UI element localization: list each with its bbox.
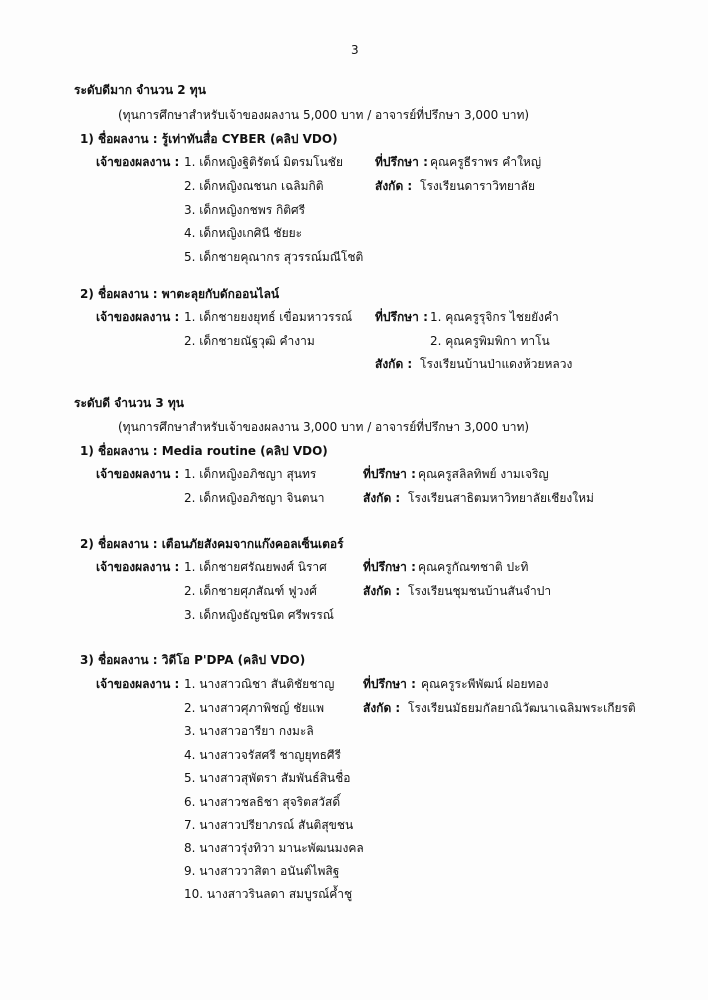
member-name: 5. เด็กชายคุณากร สุวรรณ์มณีโชติ [184,250,364,264]
advisor-name: 1. คุณครูรุจิกร ไชยยังคำ [430,310,559,324]
advisor-label: ที่ปรึกษา : [375,310,428,324]
section-heading-very-good: ระดับดีมาก จำนวน 2 ทุน [74,83,206,97]
work-title: 2) ชื่อผลงาน : เตือนภัยสังคมจากแก๊งคอลเซ็นเตอร์ [80,537,344,551]
work-title: 3) ชื่อผลงาน : วิดีโอ P'DPA (คลิป VDO) [80,653,306,667]
school-label: สังกัด : [363,584,401,598]
advisor-name: คุณครูระพีพัฒน์ ฝอยทอง [421,677,549,691]
work-title: 1) ชื่อผลงาน : Media routine (คลิป VDO) [80,444,328,458]
school-label: สังกัด : [363,701,401,715]
work-title: 1) ชื่อผลงาน : รู้เท่าทันสื่อ CYBER (คลิป VDO) [80,132,338,146]
section-heading-good: ระดับดี จำนวน 3 ทุน [74,396,185,410]
member-name: 1. เด็กหญิงอภิชญา สุนทร [184,467,317,481]
member-name: 9. นางสาววาสิตา อนันต์ไพสิฐ [184,864,340,878]
member-name: 7. นางสาวปรียาภรณ์ สันติสุขชน [184,818,354,832]
school-label: สังกัด : [363,491,401,505]
advisor-label: ที่ปรึกษา : [363,467,416,481]
school-name: โรงเรียนมัธยมกัลยาณิวัฒนาเฉลิมพระเกียรติ [408,701,636,715]
member-name: 8. นางสาวรุ่งทิวา มานะพัฒนมงคล [184,841,364,855]
member-name: 3. เด็กหญิงกชพร กิติศรี [184,203,306,217]
owner-label: เจ้าของผลงาน : [96,560,180,574]
school-name: โรงเรียนดาราวิทยาลัย [420,179,536,193]
advisor-name: คุณครูสลิลทิพย์ งามเจริญ [418,467,549,481]
advisor-name: คุณครูธีราพร คำใหญ่ [430,155,542,169]
school-label: สังกัด : [375,357,413,371]
scholarship-note: (ทุนการศึกษาสำหรับเจ้าของผลงาน 5,000 บาท / อาจารย์ที่ปรึกษา 3,000 บาท) [118,108,530,122]
member-name: 3. เด็กหญิงธัญชนิต ศรีพรรณ์ [184,608,334,622]
owner-label: เจ้าของผลงาน : [96,677,180,691]
advisor-name: คุณครูกัณฑชาติ ปะทิ [418,560,529,574]
advisor-label: ที่ปรึกษา : [363,677,416,691]
owner-label: เจ้าของผลงาน : [96,467,180,481]
page-number: 3 [351,43,359,57]
member-name: 1. นางสาวณิชา สันติชัยชาญ [184,677,335,691]
member-name: 2. เด็กหญิงอภิชญา จินตนา [184,491,325,505]
member-name: 1. เด็กชายยงยุทธ์ เขื่อมหาวรรณ์ [184,310,353,324]
member-name: 2. เด็กหญิงณชนก เฉลิมกิติ [184,179,324,193]
member-name: 4. เด็กหญิงเกศินี ชัยยะ [184,226,303,240]
advisor-label: ที่ปรึกษา : [363,560,416,574]
member-name: 2. เด็กชายศุภสัณฑ์ ฟูวงศ์ [184,584,317,598]
owner-label: เจ้าของผลงาน : [96,155,180,169]
owner-label: เจ้าของผลงาน : [96,310,180,324]
member-name: 4. นางสาวจรัสศรี ชาญยุทธศีรี [184,748,341,762]
member-name: 6. นางสาวชลธิชา สุจริตสวัสดิ์ [184,795,341,809]
member-name: 2. เด็กชายณัฐวุฒิ คำงาม [184,334,315,348]
member-name: 3. นางสาวอารียา กงมะลิ [184,724,314,738]
member-name: 10. นางสาวรินลดา สมบูรณ์ค้ำชู [184,887,353,901]
member-name: 1. เด็กชายศรัณยพงศ์ นิราศ [184,560,327,574]
school-name: โรงเรียนชุมชนบ้านสันจำปา [408,584,552,598]
advisor-label: ที่ปรึกษา : [375,155,428,169]
school-name: โรงเรียนบ้านป่าแดงห้วยหลวง [420,357,573,371]
member-name: 5. นางสาวสุพัตรา สัมพันธ์สินชื่อ [184,771,351,785]
school-label: สังกัด : [375,179,413,193]
school-name: โรงเรียนสาธิตมหาวิทยาลัยเชียงใหม่ [408,491,594,505]
work-title: 2) ชื่อผลงาน : พาตะลุยกับดักออนไลน์ [80,287,280,301]
member-name: 2. นางสาวศุภาพิชญ์ ชัยแพ [184,701,325,715]
scholarship-note: (ทุนการศึกษาสำหรับเจ้าของผลงาน 3,000 บาท / อาจารย์ที่ปรึกษา 3,000 บาท) [118,420,530,434]
member-name: 1. เด็กหญิงฐิติรัตน์ มิตรมโนชัย [184,155,343,169]
advisor-name: 2. คุณครูพิมพิกา ทาโน [430,334,550,348]
